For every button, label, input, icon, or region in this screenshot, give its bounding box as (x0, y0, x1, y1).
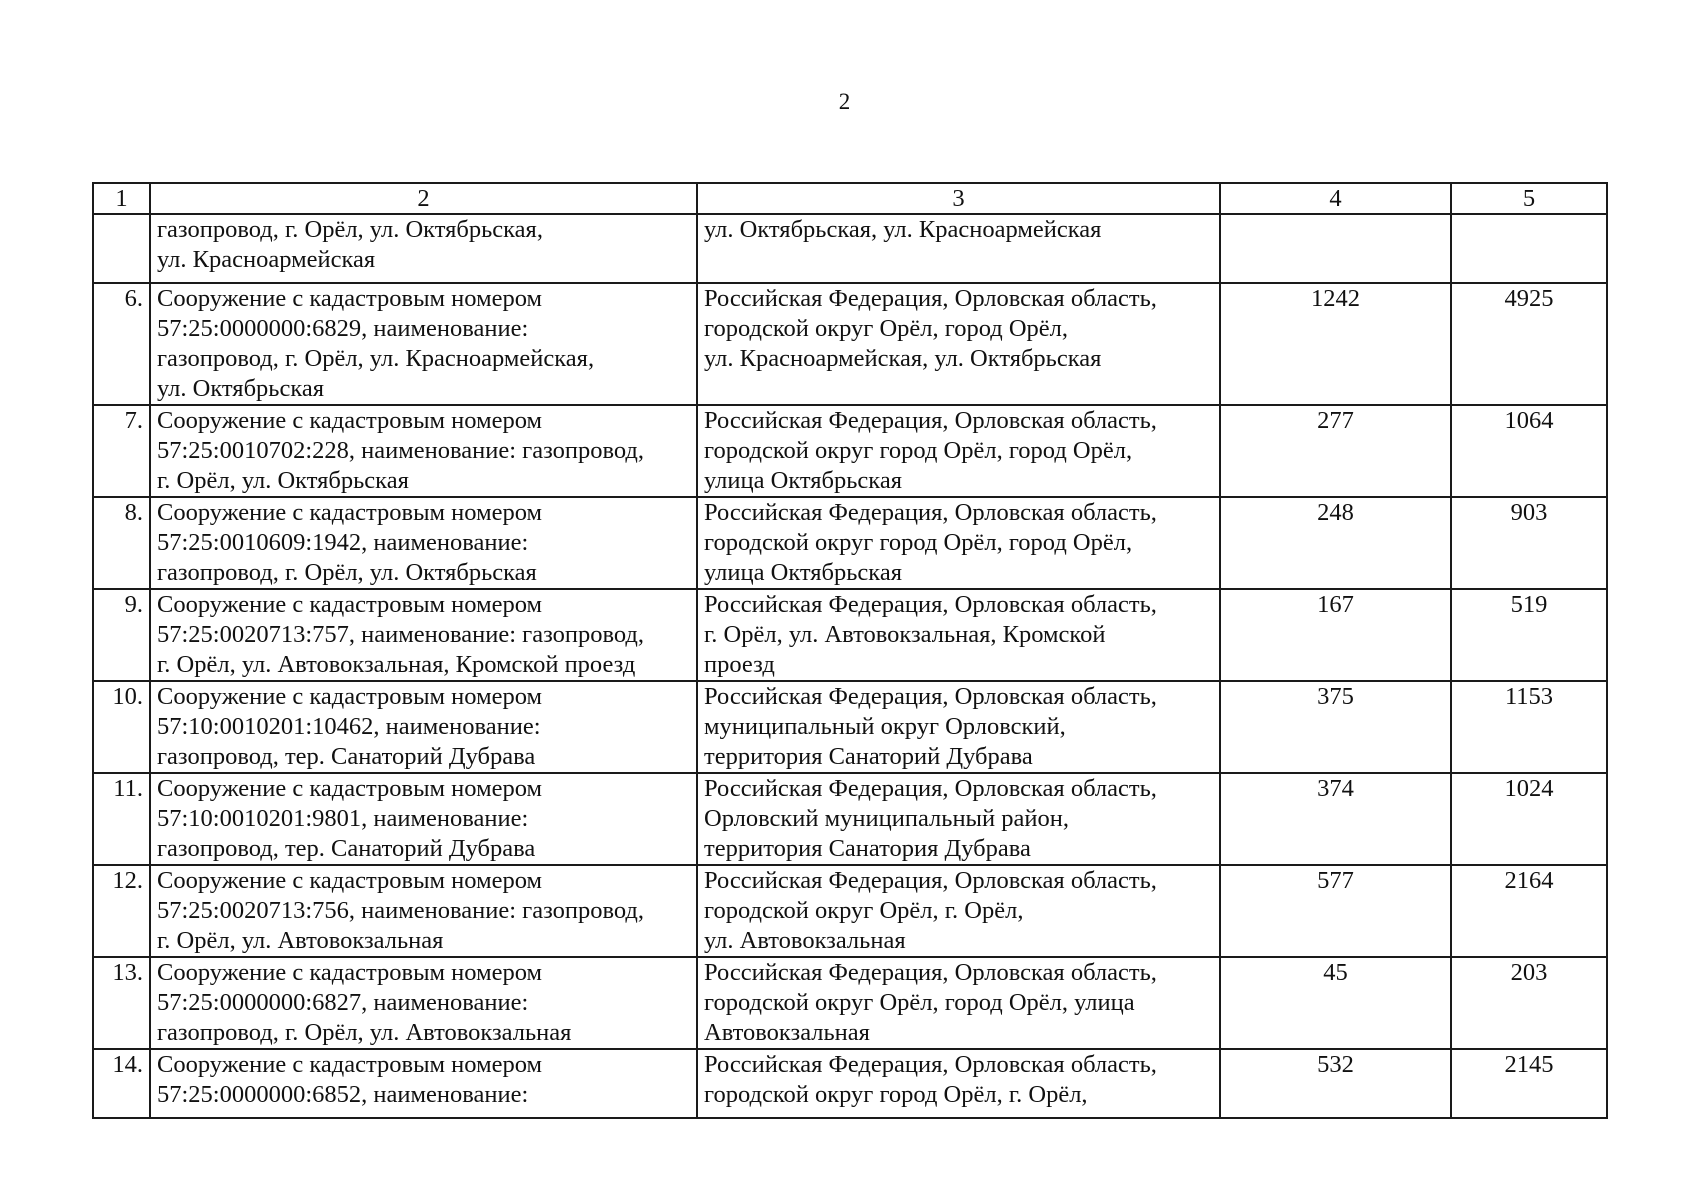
address-line: улица Октябрьская (704, 559, 902, 586)
object-name-cell (150, 957, 697, 1049)
column-header-5: 5 (1451, 183, 1607, 214)
row-number-cell: 9. (93, 589, 150, 681)
row-number-cell (93, 214, 150, 283)
value-cell-col4: 248 (1220, 497, 1451, 589)
object-name-cell (150, 405, 697, 497)
value-cell-col5: 2145 (1451, 1049, 1607, 1118)
object-name-line: ул. Октябрьская (157, 375, 325, 402)
object-name-line: Сооружение с кадастровым номером (157, 683, 542, 710)
row-number-cell: 11. (93, 773, 150, 865)
object-name-line: Сооружение с кадастровым номером (157, 775, 542, 802)
column-header-2: 2 (150, 183, 697, 214)
row-number-cell: 8. (93, 497, 150, 589)
address-line: Российская Федерация, Орловская область, (704, 683, 1157, 710)
value-cell-col5: 1153 (1451, 681, 1607, 773)
row-number-cell: 7. (93, 405, 150, 497)
address-line: Автовокзальная (704, 1019, 870, 1046)
address-cell (697, 283, 1220, 405)
address-cell (697, 773, 1220, 865)
object-name-line: ул. Красноармейская (157, 246, 376, 273)
table-header-row (93, 183, 1607, 214)
object-name-line: г. Орёл, ул. Автовокзальная (157, 927, 444, 954)
table-row (93, 865, 1607, 957)
object-name-line: 57:25:0010702:228, наименование: газопровод, (157, 437, 645, 464)
address-line: городской округ город Орёл, г. Орёл, (704, 1081, 1088, 1108)
object-name-cell (150, 214, 697, 283)
objects-table (92, 182, 1608, 1119)
object-name-line: газопровод, г. Орёл, ул. Красноармейская, (157, 345, 595, 372)
column-header-3: 3 (697, 183, 1220, 214)
address-line: городской округ Орёл, г. Орёл, (704, 897, 1024, 924)
address-cell (697, 589, 1220, 681)
value-cell-col5: 1024 (1451, 773, 1607, 865)
object-name-cell (150, 681, 697, 773)
object-name-cell (150, 497, 697, 589)
value-cell-col5: 4925 (1451, 283, 1607, 405)
object-name-line: г. Орёл, ул. Автовокзальная, Кромской проезд (157, 651, 636, 678)
address-cell (697, 957, 1220, 1049)
object-name-line: 57:10:0010201:10462, наименование: (157, 713, 541, 740)
address-line: Российская Федерация, Орловская область, (704, 591, 1157, 618)
address-cell (697, 1049, 1220, 1118)
address-line: г. Орёл, ул. Автовокзальная, Кромской (704, 621, 1106, 648)
table-row (93, 589, 1607, 681)
address-line: Российская Федерация, Орловская область, (704, 285, 1157, 312)
object-name-line: 57:25:0000000:6829, наименование: (157, 315, 529, 342)
address-line: Российская Федерация, Орловская область, (704, 407, 1157, 434)
address-line: Российская Федерация, Орловская область, (704, 1051, 1157, 1078)
object-name-line: 57:10:0010201:9801, наименование: (157, 805, 529, 832)
row-number-cell: 10. (93, 681, 150, 773)
row-number-cell: 13. (93, 957, 150, 1049)
address-line: Российская Федерация, Орловская область, (704, 499, 1157, 526)
object-name-cell (150, 1049, 697, 1118)
table-row (93, 1049, 1607, 1118)
object-name-line: Сооружение с кадастровым номером (157, 867, 542, 894)
table-row (93, 681, 1607, 773)
column-header-4: 4 (1220, 183, 1451, 214)
object-name-cell (150, 773, 697, 865)
object-name-line: 57:25:0020713:757, наименование: газопровод, (157, 621, 645, 648)
object-name-line: Сооружение с кадастровым номером (157, 1051, 542, 1078)
object-name-cell (150, 283, 697, 405)
value-cell-col4: 577 (1220, 865, 1451, 957)
value-cell-col5: 519 (1451, 589, 1607, 681)
address-line: городской округ Орёл, город Орёл, улица (704, 989, 1135, 1016)
address-line: муниципальный округ Орловский, (704, 713, 1066, 740)
object-name-line: Сооружение с кадастровым номером (157, 959, 542, 986)
value-cell-col4: 45 (1220, 957, 1451, 1049)
table-row (93, 957, 1607, 1049)
object-name-line: г. Орёл, ул. Октябрьская (157, 467, 409, 494)
value-cell-col5 (1451, 214, 1607, 283)
row-number-cell: 12. (93, 865, 150, 957)
value-cell-col4 (1220, 214, 1451, 283)
object-name-line: Сооружение с кадастровым номером (157, 407, 542, 434)
table-row (93, 214, 1607, 283)
address-line: проезд (704, 651, 775, 678)
value-cell-col5: 1064 (1451, 405, 1607, 497)
address-line: улица Октябрьская (704, 467, 902, 494)
table-row (93, 283, 1607, 405)
address-cell (697, 497, 1220, 589)
address-line: Орловский муниципальный район, (704, 805, 1069, 832)
address-line: Российская Федерация, Орловская область, (704, 867, 1157, 894)
object-name-line: 57:25:0000000:6827, наименование: (157, 989, 529, 1016)
object-name-cell (150, 589, 697, 681)
value-cell-col5: 903 (1451, 497, 1607, 589)
object-name-line: газопровод, тер. Санаторий Дубрава (157, 743, 536, 770)
address-line: территория Санатория Дубрава (704, 835, 1031, 862)
value-cell-col5: 2164 (1451, 865, 1607, 957)
object-name-line: Сооружение с кадастровым номером (157, 591, 542, 618)
value-cell-col4: 1242 (1220, 283, 1451, 405)
address-cell (697, 405, 1220, 497)
address-cell (697, 865, 1220, 957)
address-line: территория Санаторий Дубрава (704, 743, 1033, 770)
value-cell-col4: 375 (1220, 681, 1451, 773)
object-name-line: 57:25:0020713:756, наименование: газопровод, (157, 897, 645, 924)
page-number: 2 (838, 89, 851, 114)
value-cell-col5: 203 (1451, 957, 1607, 1049)
object-name-line: 57:25:0000000:6852, наименование: (157, 1081, 529, 1108)
table-row (93, 773, 1607, 865)
table-row (93, 497, 1607, 589)
address-line: Российская Федерация, Орловская область, (704, 959, 1157, 986)
object-name-line: 57:25:0010609:1942, наименование: (157, 529, 529, 556)
object-name-line: Сооружение с кадастровым номером (157, 499, 542, 526)
address-cell (697, 681, 1220, 773)
address-line: Российская Федерация, Орловская область, (704, 775, 1157, 802)
row-number-cell: 14. (93, 1049, 150, 1118)
address-line: городской округ город Орёл, город Орёл, (704, 437, 1133, 464)
row-number-cell: 6. (93, 283, 150, 405)
address-line: городской округ город Орёл, город Орёл, (704, 529, 1133, 556)
address-line: ул. Октябрьская, ул. Красноармейская (704, 216, 1102, 243)
address-line: городской округ Орёл, город Орёл, (704, 315, 1069, 342)
value-cell-col4: 374 (1220, 773, 1451, 865)
table-row (93, 405, 1607, 497)
object-name-line: Сооружение с кадастровым номером (157, 285, 542, 312)
value-cell-col4: 167 (1220, 589, 1451, 681)
address-cell (697, 214, 1220, 283)
object-name-line: газопровод, г. Орёл, ул. Автовокзальная (157, 1019, 572, 1046)
value-cell-col4: 277 (1220, 405, 1451, 497)
column-header-1: 1 (93, 183, 150, 214)
address-line: ул. Автовокзальная (704, 927, 906, 954)
object-name-line: газопровод, г. Орёл, ул. Октябрьская (157, 559, 537, 586)
object-name-line: газопровод, г. Орёл, ул. Октябрьская, (157, 216, 543, 243)
address-line: ул. Красноармейская, ул. Октябрьская (704, 345, 1102, 372)
value-cell-col4: 532 (1220, 1049, 1451, 1118)
object-name-cell (150, 865, 697, 957)
object-name-line: газопровод, тер. Санаторий Дубрава (157, 835, 536, 862)
